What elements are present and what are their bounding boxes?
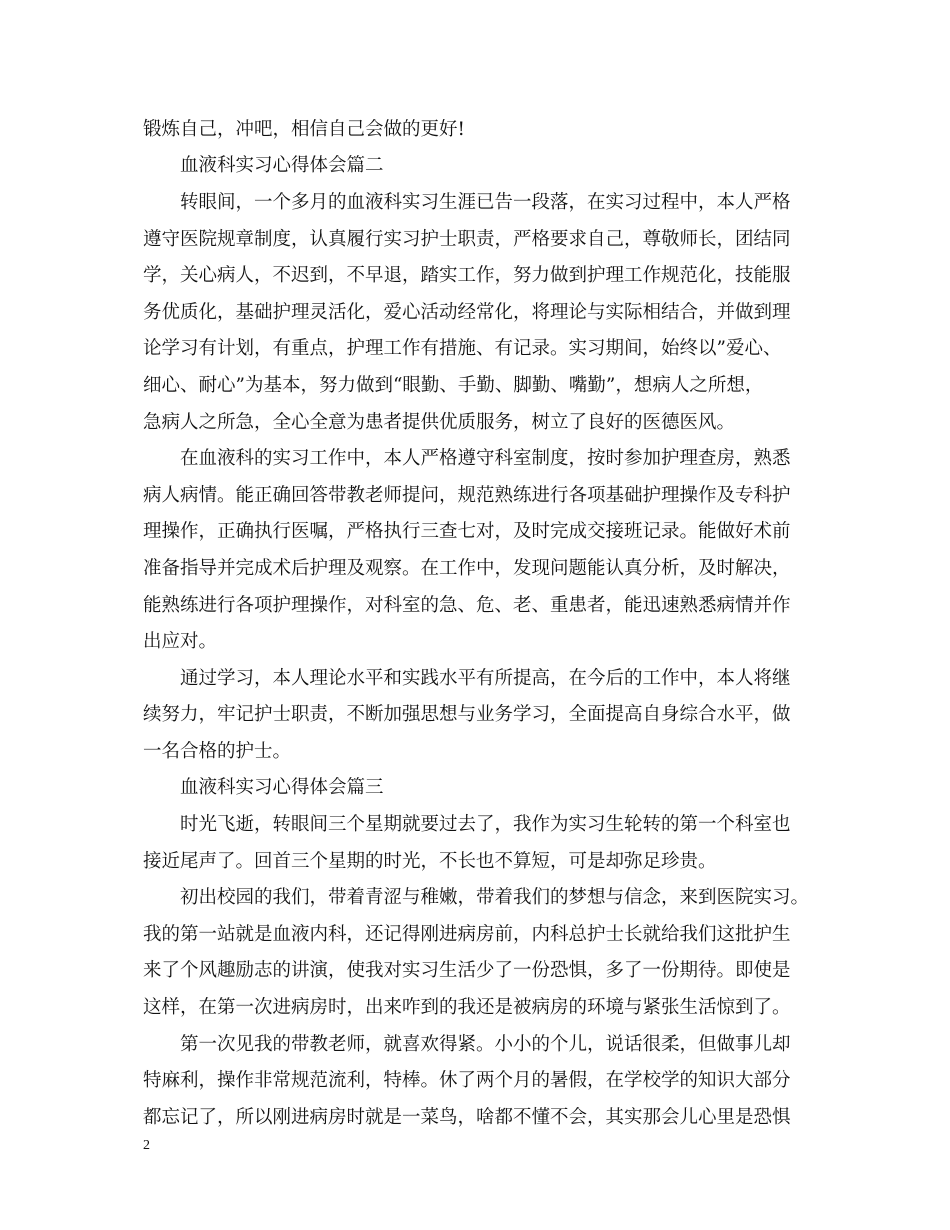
- text-line: 接近尾声了。回首三个星期的时光，不长也不算短，可是却弥足珍贵。: [143, 851, 717, 872]
- section-heading: 血液科实习心得体会篇二: [180, 155, 384, 176]
- text-line: 务优质化，基础护理灵活化，爱心活动经常化，将理论与实际相结合，并做到理: [143, 302, 791, 323]
- text-line: 锻炼自己，冲吧，相信自己会做的更好!: [143, 119, 465, 140]
- text-line: 病人病情。能正确回答带教老师提问，规范熟练进行各项基础护理操作及专科护: [143, 485, 791, 506]
- text-line: 急病人之所急，全心全意为患者提供优质服务，树立了良好的医德医风。: [143, 412, 736, 433]
- text-line: 理操作，正确执行医嘱，严格执行三查七对，及时完成交接班记录。能做好术前: [143, 521, 791, 542]
- text-line: 出应对。: [143, 631, 218, 652]
- text-line: 初出校园的我们，带着青涩与稚嫩，带着我们的梦想与信念，来到医院实习。: [180, 887, 810, 908]
- text-line: 特麻利，操作非常规范流利，特棒。休了两个月的暑假，在学校学的知识大部分: [143, 1070, 791, 1091]
- text-line: 学，关心病人，不迟到，不早退，踏实工作，努力做到护理工作规范化，技能服: [143, 265, 791, 286]
- text-line: 时光飞逝，转眼间三个星期就要过去了，我作为实习生轮转的第一个科室也: [180, 814, 791, 835]
- text-line: 能熟练进行各项护理操作，对科室的急、危、老、重患者，能迅速熟悉病情并作: [143, 595, 791, 616]
- text-line: 一名合格的护士。: [143, 741, 292, 762]
- text-line: 通过学习，本人理论水平和实践水平有所提高，在今后的工作中，本人将继: [180, 668, 791, 689]
- text-line: 准备指导并完成术后护理及观察。在工作中，发现问题能认真分析，及时解决，: [143, 558, 791, 579]
- page-number: 2: [143, 1138, 150, 1153]
- text-line: 续努力，牢记护士职责，不断加强思想与业务学习，全面提高自身综合水平，做: [143, 704, 791, 725]
- text-line: 遵守医院规章制度，认真履行实习护士职责，严格要求自己，尊敬师长，团结同: [143, 229, 791, 250]
- text-line: 我的第一站就是血液内科，还记得刚进病房前，内科总护士长就给我们这批护生: [143, 924, 791, 945]
- text-line: 来了个风趣励志的讲演，使我对实习生活少了一份恐惧，多了一份期待。即使是: [143, 960, 791, 981]
- text-line: 细心、耐心”为基本，努力做到“眼勤、手勤、脚勤、嘴勤”，想病人之所想，: [143, 375, 764, 396]
- section-heading: 血液科实习心得体会篇三: [180, 777, 384, 798]
- text-line: 这样，在第一次进病房时，出来咋到的我还是被病房的环境与紧张生活惊到了。: [143, 997, 791, 1018]
- text-line: 转眼间，一个多月的血液科实习生涯已告一段落，在实习过程中，本人严格: [180, 192, 791, 213]
- text-line: 论学习有计划，有重点，护理工作有措施、有记录。实习期间，始终以”爱心、: [143, 338, 782, 359]
- text-line: 都忘记了，所以刚进病房时就是一菜鸟，啥都不懂不会，其实那会儿心里是恐惧: [143, 1107, 791, 1128]
- text-line: 在血液科的实习工作中，本人严格遵守科室制度，按时参加护理查房，熟悉: [180, 448, 791, 469]
- text-line: 第一次见我的带教老师，就喜欢得紧。小小的个儿，说话很柔，但做事儿却: [180, 1034, 791, 1055]
